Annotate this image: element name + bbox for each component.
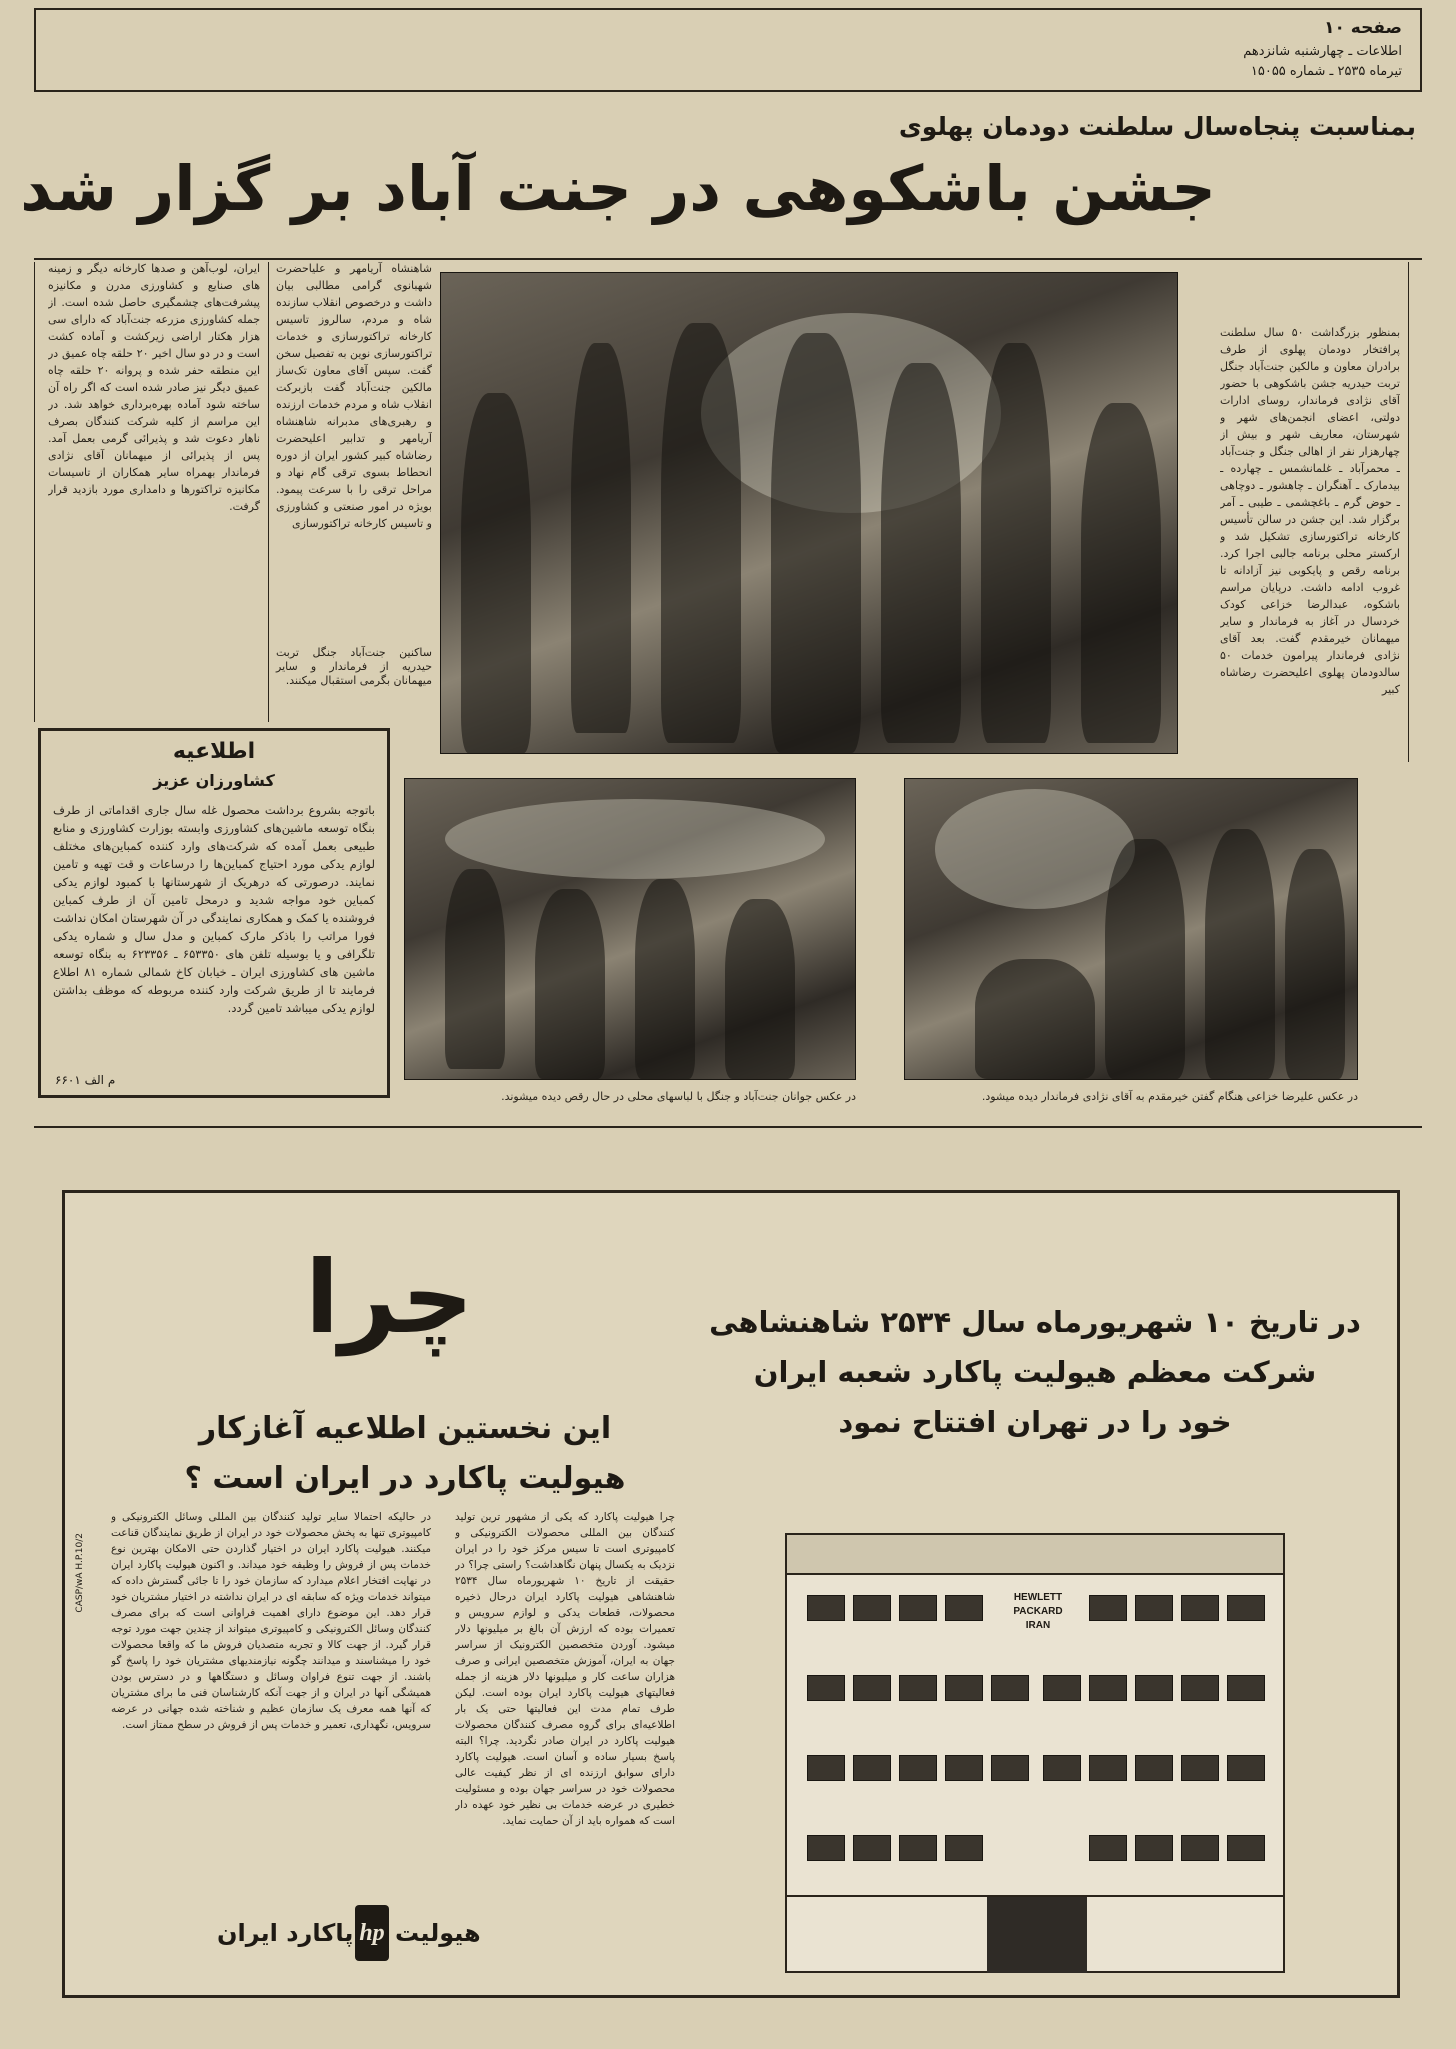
ad-body-left: در حالیکه احتمالا سایر تولید کنندگان بین المللی وسائل الکترونیکی و کامپیوتری تنها به پخش محصولات خود در ایران از طریق نمایندگان قناعت میکنند. هیولیت پاکارد ایران در اختیار گذاردن حتی الامکان بهترین نوع خدمات پس از فروش را وظیفه خود میداند. و اکنون هیولیت پاکارد ایران در نهایت افتخار اعلام میدارد که سازمان خود را تا جائی گسترش داده که میتواند خدمات ویژه که سابقه ای در ایران نداشته در اختیار مشتریان خود قرار دهد. این موضوع دارای اهمیت فراوانی است که برای مصرف کنندگان وسائل الکترونیکی و کامپیوتری میتواند از چندین جهت مورد توجه قرار گیرد. از جهت کالا و تجربه متصدیان فروش ما که واقعا محصولات خود را میشناسند و میدانند چگونه نیازمندیهای مشتریان خود را پاسخ گو باشند. از جهت تنوع فراوان وسائل و دستگاهها و در دسترس بودن همیشگی آنها در ایران و از جهت آنکه کارشناسان فنی ما برای مشتریان که آنها همه معرف یک سازمان عظیم و شناخته شده جهانی در عرضه سرویس، نگهداری، تعمیر و خدمات پس از فروش در سطح ممتاز است. (111, 1511, 431, 1731)
hp-brand-name-right: پاکارد ایران (217, 1919, 354, 1947)
ad-headline-line3: خود را در تهران افتتاح نمود (838, 1405, 1232, 1439)
building-sign-line2: IRAN (1025, 1620, 1051, 1631)
page-number: صفحه ۱۰ (1324, 18, 1402, 38)
masthead-date: اطلاعات ـ چهارشنبه شانزدهم (1243, 44, 1402, 59)
notice-box (38, 728, 390, 1098)
ad-headline-line1: در تاریخ ۱۰ شهریورماه سال ۲۵۳۴ شاهنشاهی (709, 1305, 1361, 1339)
dancing-photo-caption: در عکس جوانان جنت‌آباد و جنگل با لباسهای محلی در حال رقص دیده میشوند. (501, 1090, 856, 1103)
ad-question-line1: این نخستین اطلاعیه آغازکار (198, 1411, 612, 1446)
article-column-middle: شاهنشاه آریامهر و علیاحضرت شهبانوی گرامی مطالبی بیان داشت و درخصوص انقلاب سازنده شاه و مردم، سالروز تاسیس کارخانه تراکتورسازی و خدمات تراکتورسازی نوین به تفصیل سخن گفت. سپس آقای معاون تک‌ساز مالکین جنت‌آباد گفت بازبرکت انقلاب شاه و مردم خدمات ارزنده و رهبری‌های مدبرانه شاهنشاه آریامهر و تدابیر اعلیحضرت رضاشاه کبیر کشور ایران از دوره انحطاط بسوی ترقی گام نهاد و مراحل ترقی را با سرعت پیمود. بویژه در امور صنعتی و کشاورزی و تاسیس کارخانه تراکتورسازی (276, 262, 432, 530)
building-sign-line1: HEWLETT PACKARD (1013, 1592, 1063, 1617)
hp-brand-name-left: هیولیت (395, 1919, 481, 1947)
ad-question-line2: هیولیت پاکارد در ایران است ؟ (184, 1461, 626, 1496)
notice-subtitle: کشاورزان عزیز (153, 771, 275, 790)
masthead-issue: تیرماه ۲۵۳۵ ـ شماره ۱۵۰۵۵ (1250, 64, 1402, 79)
article-column-left: ایران، لوب‌آهن و صدها کارخانه دیگر و زمینه های صنایع و کشاورزی مدرن و مکانیزه پیشرفت‌های چشمگیری حاصل شده است. از جمله کشاورزی مزرعه جنت‌آباد که دارای سی هزار هکتار اراضی زیرکشت و آماده کشت است و در دو سال اخیر ۲۰ حلقه چاه عمیق در این منطقه حفر شده و پروانه ۲۰ حلقه چاه عمیق دیگر نیز صادر شده است که اگر راه آن ساخته شود آماده بهره‌برداری خواهد شد. در این مراسم از کلیه شرکت کنندگان بصرف ناهار دعوت شد و پذیرائی گرمی بعمل آمد. پس از پذیرائی از میهمانان آقای نژادی فرماندار بهمراه سایر همکاران از تاسیسات مکانیزه تراکتورها و دامداری مورد بازدید قرار گرفت. (48, 262, 260, 513)
article-column-right: بمنظور بزرگداشت ۵۰ سال سلطنت پرافتخار دودمان پهلوی از طرف برادران معاون و مالکین جنت‌آباد جنگل تربت حیدریه جشن باشکوهی با حضور آقای نژادی فرماندار، روسای ادارات دولتی، اعضای انجمن‌های شهر و شهرستان، معاریف شهر و بیش از چهارهزار نفر از اهالی جنگل و جنت‌آباد ـ محمرآباد ـ غلمانشمس ـ چهارده ـ بیدمارک ـ آهنگران ـ چاهشور ـ دوچاهی ـ حوض گرم ـ باغچشمی ـ طیبی ـ آمر برگزار شد. این جشن در سالن تأسیس کارخانه تراکتورسازی تشکیل شد و ارکستر محلی برنامه جالبی اجرا کرد. برنامه رقص و پایکوبی نیز آزادانه تا غروب ادامه داشت. درپایان مراسم باشکوه، عبدالرضا خزاعی کودک خردسال در آغاز به فرماندار و سایر میهمانان خیرمقدم گفت. بعد آقای نژادی فرماندار پیرامون خدمات ۵۰ سالدودمان پهلوی اعلیحضرت رضاشاه کبیر (1220, 326, 1400, 696)
ad-why: چرا (305, 1239, 474, 1356)
notice-body: باتوجه بشروع برداشت محصول غله سال جاری اقداماتی از طرف بنگاه توسعه ماشین‌های کشاورزی وابسته بوزارت کشاورزی و منابع طبیعی بعمل آمده که شرکت‌های وارد کننده کمباین‌های مختلف لوازم یدکی مورد احتیاج کمباین‌ها را درساعات و قت تهیه و تامین نمایند. درصورتی که درهریک از شهرستانها با کمبود لوازم یدکی کمباین خود مواجه شدید و درمحل تامین آن از طرف کمباین فروشنده یا کمک و همکاری نمایندگی در آن شهرستان امکان نداشت فورا مراتب را باذکر مارک کمباین و مدل سال و شماره یدکی تلگرافی و یا بوسیله تلفن های ۶۵۳۳۵۰ ـ ۶۲۳۳۵۶ به بنگاه توسعه ماشین های کشاورزی ایران ـ خیابان کاخ شمالی شماره ۸۱ اطلاع فرمایند تا از طریق شرکت وارد کننده مربوطه که موظف بداشتن لوازم یدکی میباشد تامین گردد. (53, 803, 375, 1015)
hp-advertisement (62, 1190, 1400, 1998)
article-headline: جشن باشکوهی در جنت آباد بر گزار شد (20, 152, 1216, 225)
ad-side-code: CASP/wA H.P.10/2 (75, 1533, 85, 1613)
welcome-photo (904, 778, 1358, 1080)
main-photo-caption: ساکنین جنت‌آباد جنگل تربت حیدریه از فرماندار و سایر میهمانان بگرمی استقبال میکنند. (276, 646, 432, 687)
notice-title: اطلاعیه (172, 739, 256, 764)
building-sign (993, 1591, 1083, 1631)
notice-code: م الف ۶۶۰۱ (55, 1073, 116, 1087)
article-kicker: بمناسبت پنجاه‌سال سلطنت دودمان پهلوی (898, 112, 1416, 141)
hp-logo: hp (355, 1905, 389, 1961)
welcome-photo-caption: در عکس علیرضا خزاعی هنگام گفتن خیرمقدم به آقای نژادی فرماندار دیده میشود. (981, 1090, 1358, 1103)
ad-body-right: چرا هیولیت پاکارد که یکی از مشهور ترین تولید کنندگان بین المللی محصولات الکترونیکی و کامپیوتری است تا سیس مرکز خود را در ایران نزدیک به یکسال پنهان نگاهداشت؟ راستی چرا؟ در حقیقت از تاریخ ۱۰ شهریورماه سال ۲۵۳۴ شاهنشاهی هیولیت پاکارد ایران درحال ذخیره محصولات، قطعات یدکی و لوازم سرویس و تعمیرات بوده که ارزش آن بالغ بر میلیونها دلار میشود. آوردن متخصصین الکترونیک از سراسر جهان به ایران، آموزش متخصصین ایرانی و صرف هزاران ساعت کار و میلیونها دلار هزینه از جمله فعالیتهای هیولیت پاکارد ایران بوده است. لیکن طرف تمام مدت این فعالیتها حتی یک بار اطلاعیه‌ای برای گروه مصرف کنندگان محصولات هیولیت پاکارد در ایران صادر نگردید. چرا؟ البته پاسخ بسیار ساده و آسان است. هیولیت پاکارد دارای سوابق ارزنده ای از نظر کیفیت عالی محصولات خود در سراسر جهان بوده و مسئولیت خطیری در عرضه خدمات بی نظیر خود عهده دار است که همواره باید از آن حمایت نماید. (455, 1511, 675, 1827)
masthead (34, 8, 1422, 92)
hp-building-illustration (785, 1533, 1285, 1973)
dancing-photo (404, 778, 856, 1080)
ad-headline-line2: شرکت معظم هیولیت پاکارد شعبه ایران (753, 1355, 1317, 1389)
main-photo (440, 272, 1178, 754)
